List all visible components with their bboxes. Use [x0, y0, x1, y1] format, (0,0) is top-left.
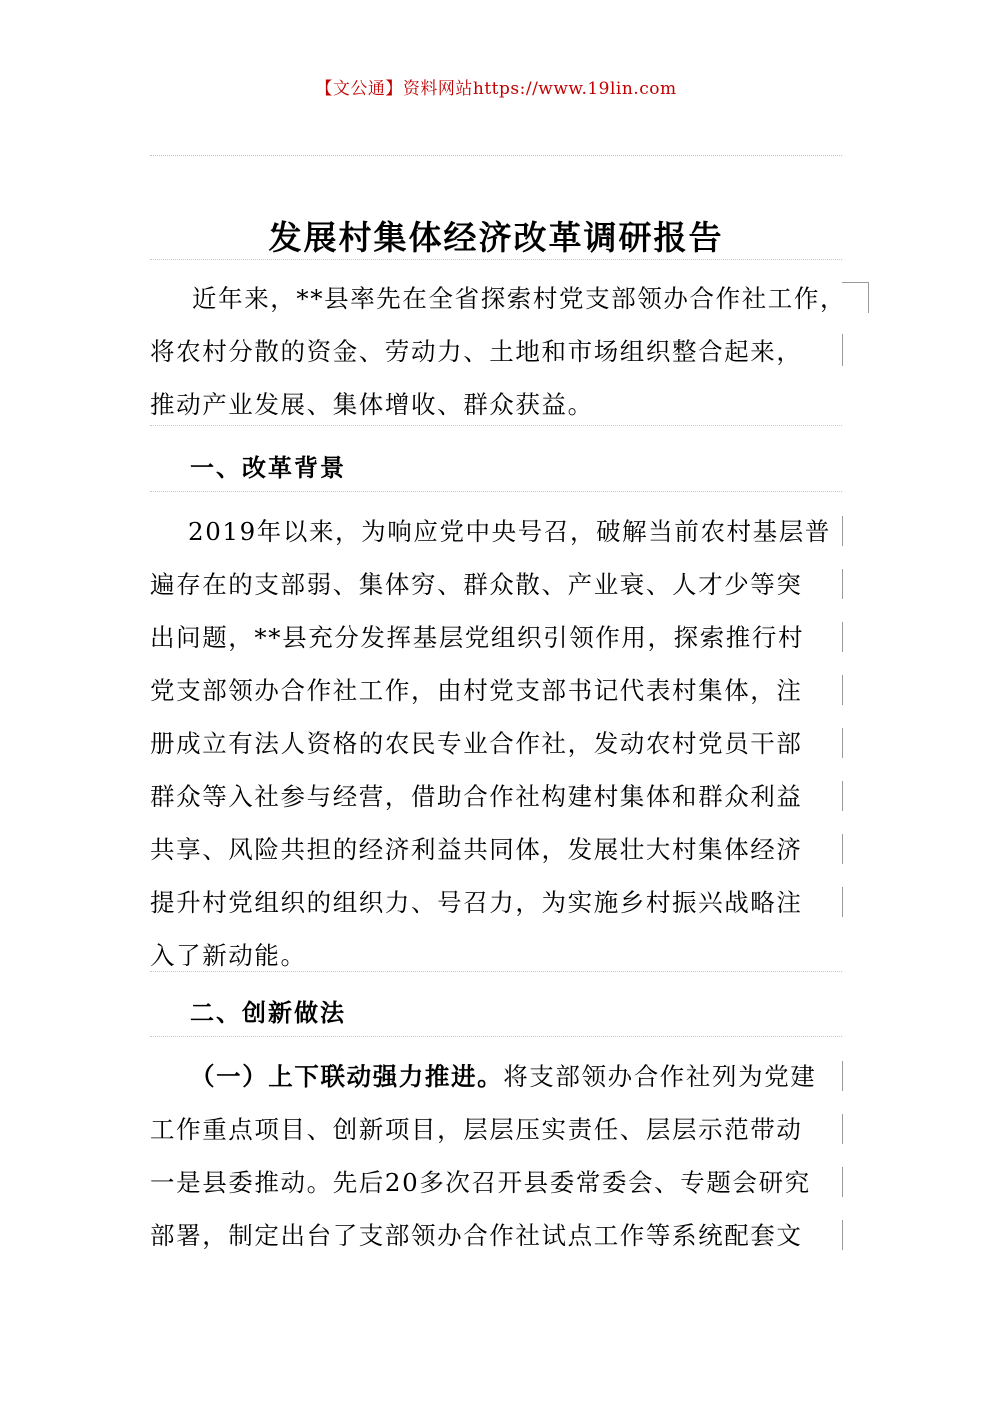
text-line: 部署，制定出台了支部领办合作社试点工作等系统配套文 — [150, 1221, 803, 1250]
paragraph-rule — [150, 1036, 842, 1037]
margin-mark — [842, 887, 843, 917]
lead-rest-text: 将支部领办合作社列为党建 — [503, 1062, 817, 1091]
margin-mark — [842, 1114, 843, 1144]
margin-mark — [842, 334, 843, 366]
text-line: 群众等入社参与经营，借助合作社构建村集体和群众利益 — [150, 782, 803, 811]
margin-mark — [842, 834, 843, 864]
document-title: 发展村集体经济改革调研报告 — [268, 218, 724, 257]
text-line: 近年来，**县率先在全省探索村党支部领办合作社工作， — [192, 284, 847, 313]
bold-lead-text: （一）上下联动强力推进。 — [190, 1062, 504, 1091]
paragraph-rule — [150, 491, 842, 492]
text-line: 遍存在的支部弱、集体穷、群众散、产业衰、人才少等突 — [150, 570, 803, 599]
section-1-paragraph — [150, 505, 842, 982]
margin-mark — [842, 1061, 843, 1091]
text-line: 出问题，**县充分发挥基层党组织引领作用，探索推行村 — [150, 623, 805, 652]
text-line: 2019年以来，为响应党中央号召，破解当前农村基层普 — [188, 517, 831, 546]
margin-mark — [842, 516, 843, 546]
text-line: 一是县委推动。先后20多次召开县委常委会、专题会研究 — [150, 1168, 811, 1197]
text-line: 党支部领办合作社工作，由村党支部书记代表村集体，注 — [150, 676, 803, 705]
paragraph-rule — [150, 259, 842, 260]
paragraph-rule — [150, 425, 842, 426]
section-2-paragraph — [150, 1050, 842, 1262]
header-site-link[interactable]: 【文公通】资料网站https://www.19lin.com — [315, 79, 677, 99]
margin-mark — [842, 728, 843, 758]
header-divider — [150, 155, 842, 156]
text-line — [150, 1050, 842, 1103]
text-line: 册成立有法人资格的农民专业合作社，发动农村党员干部 — [150, 729, 803, 758]
margin-mark — [842, 569, 843, 599]
text-line: 工作重点项目、创新项目，层层压实责任、层层示范带动 — [150, 1115, 803, 1144]
margin-mark — [842, 781, 843, 811]
text-line: 将农村分散的资金、劳动力、土地和市场组织整合起来， — [150, 337, 803, 366]
text-line: 入了新动能。 — [150, 941, 307, 970]
text-line: 提升村党组织的组织力、号召力，为实施乡村振兴战略注 — [150, 888, 803, 917]
margin-mark — [842, 1220, 843, 1250]
section-heading: 一、改革背景 — [190, 453, 346, 482]
margin-mark — [842, 675, 843, 705]
text-line: 推动产业发展、集体增收、群众获益。 — [150, 390, 594, 419]
margin-mark — [842, 622, 843, 652]
text-line: 共享、风险共担的经济利益共同体，发展壮大村集体经济 — [150, 835, 803, 864]
margin-mark — [842, 1167, 843, 1197]
section-heading: 二、创新做法 — [190, 998, 346, 1027]
intro-paragraph — [150, 272, 847, 431]
paragraph-rule — [150, 971, 842, 972]
